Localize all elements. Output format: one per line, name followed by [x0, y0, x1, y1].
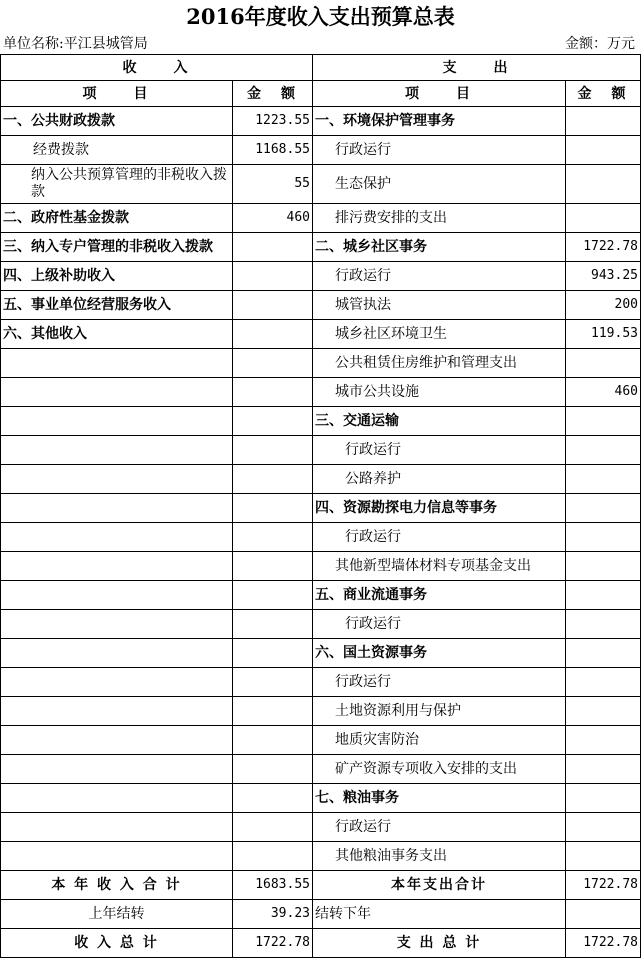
- expense-amount-cell: [566, 726, 641, 755]
- expense-item-cell: 一、环境保护管理事务: [313, 107, 566, 136]
- expense-item-cell: 公共租赁住房维护和管理支出: [313, 349, 566, 378]
- expense-total-value: 1722.78: [566, 929, 641, 958]
- income-amount-cell: [233, 407, 313, 436]
- table-row: [1, 291, 641, 320]
- expense-item-cell: 五、商业流通事务: [313, 581, 566, 610]
- expense-item-header: 项 目: [313, 81, 566, 107]
- income-amount-cell: [233, 320, 313, 349]
- table-row: [1, 349, 641, 378]
- table-row: [1, 378, 641, 407]
- expense-item-cell: 生态保护: [313, 165, 566, 204]
- income-item-cell: 纳入公共预算管理的非税收入拨款: [1, 165, 233, 204]
- expense-amount-cell: [566, 136, 641, 165]
- income-amount-cell: [233, 465, 313, 494]
- income-item-cell: [1, 581, 233, 610]
- income-amount-cell: [233, 349, 313, 378]
- income-amount-cell: [233, 610, 313, 639]
- expense-amount-cell: [566, 523, 641, 552]
- table-row: [1, 552, 641, 581]
- expense-item-cell: 行政运行: [313, 610, 566, 639]
- year-expense-label: 本年支出合计: [313, 871, 566, 900]
- expense-item-cell: 行政运行: [313, 262, 566, 291]
- income-item-cell: [1, 784, 233, 813]
- income-amount-cell: [233, 668, 313, 697]
- table-row: [1, 165, 641, 204]
- expense-amount-cell: [566, 697, 641, 726]
- expense-item-cell: 地质灾害防治: [313, 726, 566, 755]
- expense-amount-cell: [566, 349, 641, 378]
- expense-item-cell: 城管执法: [313, 291, 566, 320]
- column-header-row: [1, 81, 641, 107]
- grand-total-row: [1, 929, 641, 958]
- income-amount-cell: [233, 784, 313, 813]
- expense-amount-cell: [566, 107, 641, 136]
- expense-item-cell: 其他粮油事务支出: [313, 842, 566, 871]
- income-item-cell: [1, 552, 233, 581]
- table-row: [1, 107, 641, 136]
- section-header-row: [1, 55, 641, 81]
- income-amount-cell: [233, 726, 313, 755]
- expense-item-cell: 公路养护: [313, 465, 566, 494]
- income-item-cell: 三、纳入专户管理的非税收入拨款: [1, 233, 233, 262]
- income-item-cell: 六、其他收入: [1, 320, 233, 349]
- table-row: [1, 136, 641, 165]
- income-amount-cell: [233, 436, 313, 465]
- expense-total-label: 支 出 总 计: [313, 929, 566, 958]
- income-amount-cell: [233, 523, 313, 552]
- expense-amount-cell: [566, 465, 641, 494]
- carry-out-label: 结转下年: [313, 900, 566, 929]
- expense-item-cell: 矿产资源专项收入安排的支出: [313, 755, 566, 784]
- table-row: [1, 407, 641, 436]
- income-amount-cell: [233, 842, 313, 871]
- income-item-cell: [1, 494, 233, 523]
- table-row: [1, 233, 641, 262]
- expense-item-cell: 城市公共设施: [313, 378, 566, 407]
- income-amount-header: 金 额: [233, 81, 313, 107]
- income-item-cell: 五、事业单位经营服务收入: [1, 291, 233, 320]
- income-item-cell: 经费拨款: [1, 136, 233, 165]
- carry-out-value: [566, 900, 641, 929]
- table-row: [1, 726, 641, 755]
- income-item-cell: [1, 407, 233, 436]
- table-row: [1, 204, 641, 233]
- expense-item-cell: 城乡社区环境卫生: [313, 320, 566, 349]
- expense-item-cell: 其他新型墙体材料专项基金支出: [313, 552, 566, 581]
- expense-amount-cell: [566, 755, 641, 784]
- income-item-cell: [1, 610, 233, 639]
- expense-amount-cell: 943.25: [566, 262, 641, 291]
- expense-amount-cell: [566, 552, 641, 581]
- expense-item-cell: 三、交通运输: [313, 407, 566, 436]
- table-row: [1, 842, 641, 871]
- expense-item-cell: 行政运行: [313, 136, 566, 165]
- year-income-value: 1683.55: [233, 871, 313, 900]
- expense-item-cell: 行政运行: [313, 813, 566, 842]
- income-amount-cell: [233, 755, 313, 784]
- expense-item-cell: 六、国土资源事务: [313, 639, 566, 668]
- income-amount-cell: 55: [233, 165, 313, 204]
- income-item-cell: [1, 755, 233, 784]
- income-item-cell: [1, 465, 233, 494]
- income-item-cell: [1, 523, 233, 552]
- income-item-cell: [1, 813, 233, 842]
- expense-amount-cell: [566, 668, 641, 697]
- expense-item-cell: 四、资源勘探电力信息等事务: [313, 494, 566, 523]
- expense-amount-cell: 460: [566, 378, 641, 407]
- table-row: [1, 494, 641, 523]
- expense-item-cell: 七、粮油事务: [313, 784, 566, 813]
- income-total-value: 1722.78: [233, 929, 313, 958]
- income-item-cell: [1, 639, 233, 668]
- income-item-cell: [1, 349, 233, 378]
- expense-amount-cell: [566, 581, 641, 610]
- expense-amount-cell: [566, 639, 641, 668]
- income-item-cell: [1, 842, 233, 871]
- table-row: [1, 262, 641, 291]
- expense-amount-cell: [566, 436, 641, 465]
- expense-item-cell: 土地资源利用与保护: [313, 697, 566, 726]
- table-row: [1, 436, 641, 465]
- income-amount-cell: [233, 262, 313, 291]
- report-title: 2016年度收入支出预算总表: [186, 4, 455, 29]
- expense-item-cell: 行政运行: [313, 523, 566, 552]
- income-amount-cell: [233, 378, 313, 407]
- income-section-header: 收 入: [1, 55, 313, 81]
- income-amount-cell: [233, 552, 313, 581]
- expense-amount-header: 金 额: [566, 81, 641, 107]
- expense-amount-cell: 1722.78: [566, 233, 641, 262]
- table-row: [1, 320, 641, 349]
- year-expense-value: 1722.78: [566, 871, 641, 900]
- expense-amount-cell: [566, 494, 641, 523]
- expense-item-cell: 行政运行: [313, 436, 566, 465]
- expense-item-cell: 行政运行: [313, 668, 566, 697]
- table-row: [1, 813, 641, 842]
- income-amount-cell: [233, 233, 313, 262]
- carry-in-label: 上年结转: [1, 900, 233, 929]
- expense-item-cell: 二、城乡社区事务: [313, 233, 566, 262]
- expense-amount-cell: 119.53: [566, 320, 641, 349]
- amount-unit: 金额：万元: [565, 36, 635, 52]
- income-item-cell: 二、政府性基金拨款: [1, 204, 233, 233]
- table-row: [1, 610, 641, 639]
- table-row: [1, 784, 641, 813]
- year-total-row: [1, 871, 641, 900]
- expense-amount-cell: [566, 784, 641, 813]
- income-amount-cell: [233, 697, 313, 726]
- expense-amount-cell: [566, 842, 641, 871]
- expense-amount-cell: [566, 165, 641, 204]
- income-item-cell: [1, 436, 233, 465]
- income-item-cell: 四、上级补助收入: [1, 262, 233, 291]
- expense-item-cell: 排污费安排的支出: [313, 204, 566, 233]
- table-row: [1, 581, 641, 610]
- expense-amount-cell: 200: [566, 291, 641, 320]
- income-item-cell: [1, 726, 233, 755]
- table-row: [1, 755, 641, 784]
- income-item-cell: [1, 697, 233, 726]
- income-amount-cell: 1168.55: [233, 136, 313, 165]
- table-row: [1, 639, 641, 668]
- budget-table: [0, 54, 641, 958]
- income-amount-cell: 1223.55: [233, 107, 313, 136]
- table-row: [1, 697, 641, 726]
- unit-name: 单位名称:平江县城管局: [3, 36, 148, 52]
- income-amount-cell: [233, 581, 313, 610]
- expense-amount-cell: [566, 610, 641, 639]
- income-amount-cell: 460: [233, 204, 313, 233]
- income-amount-cell: [233, 813, 313, 842]
- year-income-label: 本 年 收 入 合 计: [1, 871, 233, 900]
- carry-row: [1, 900, 641, 929]
- expense-amount-cell: [566, 204, 641, 233]
- income-amount-cell: [233, 494, 313, 523]
- expense-amount-cell: [566, 813, 641, 842]
- income-item-cell: [1, 668, 233, 697]
- table-row: [1, 523, 641, 552]
- income-total-label: 收 入 总 计: [1, 929, 233, 958]
- income-item-cell: 一、公共财政拨款: [1, 107, 233, 136]
- income-amount-cell: [233, 291, 313, 320]
- table-row: [1, 465, 641, 494]
- carry-in-value: 39.23: [233, 900, 313, 929]
- expense-amount-cell: [566, 407, 641, 436]
- income-item-cell: [1, 378, 233, 407]
- income-item-header: 项 目: [1, 81, 233, 107]
- expense-section-header: 支 出: [313, 55, 641, 81]
- income-amount-cell: [233, 639, 313, 668]
- table-row: [1, 668, 641, 697]
